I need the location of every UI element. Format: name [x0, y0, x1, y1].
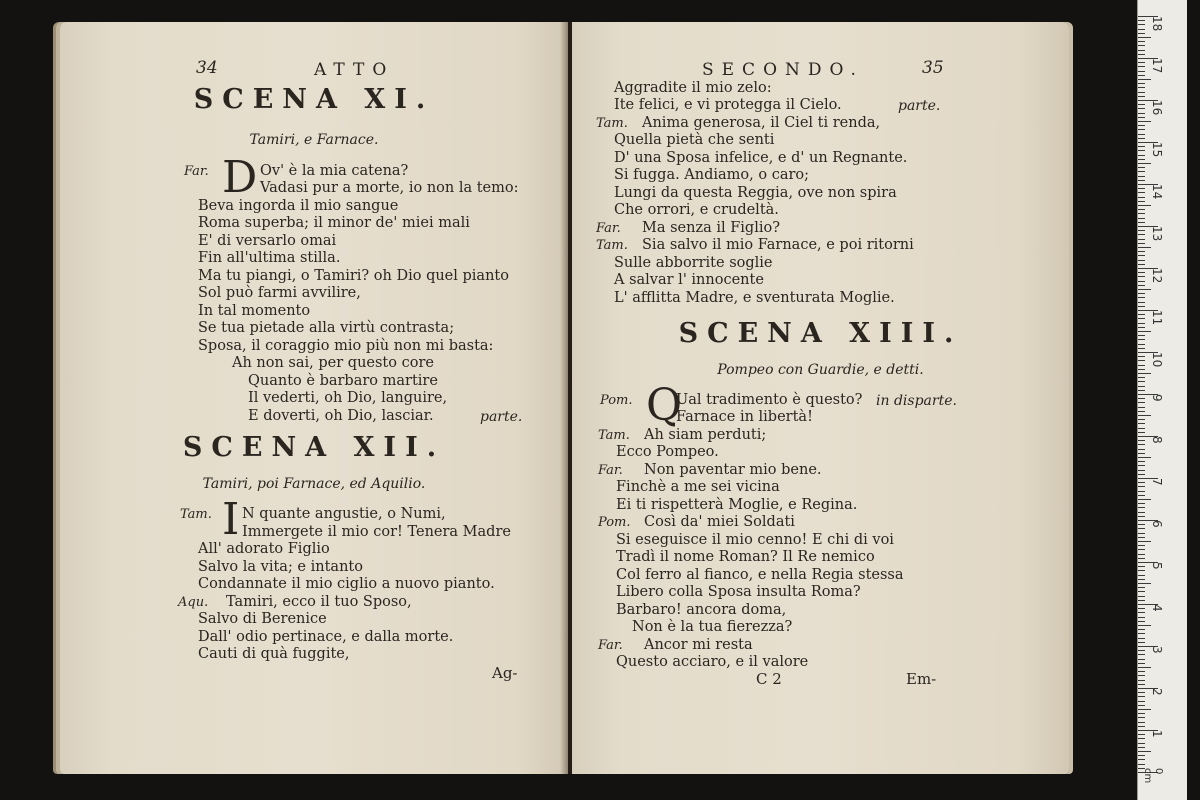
ruler-tick	[1138, 591, 1145, 592]
ruler-tick	[1138, 512, 1145, 513]
ruler-tick	[1138, 75, 1145, 76]
left-page	[60, 22, 568, 774]
ruler-tick	[1138, 675, 1145, 676]
scene-title: SCENA XIII.	[678, 318, 963, 349]
ruler-tick	[1138, 29, 1145, 30]
ruler-tick	[1138, 92, 1145, 93]
ruler-tick	[1138, 83, 1145, 84]
ruler-tick	[1138, 570, 1145, 571]
ruler-tick	[1138, 407, 1145, 408]
speaker-label: Tam.	[598, 428, 630, 443]
ruler-tick	[1138, 180, 1145, 181]
ruler-tick	[1138, 423, 1145, 424]
ruler-tick	[1138, 377, 1145, 378]
verse-line: Sol può farmi avvilire,	[198, 285, 361, 301]
ruler-tick	[1138, 722, 1145, 723]
verse-line: Ei ti rispetterà Moglie, e Regina.	[616, 497, 858, 513]
ruler-tick	[1138, 272, 1145, 273]
ruler-tick	[1138, 537, 1145, 538]
ruler-tick	[1138, 171, 1145, 172]
verse-line: Fin all'ultima stilla.	[198, 250, 341, 266]
ruler-tick	[1138, 465, 1145, 466]
ruler-tick	[1138, 302, 1145, 303]
verse-line: Sulle abborrite soglie	[614, 255, 773, 271]
verse-line: A salvar l' innocente	[614, 272, 764, 288]
ruler-tick	[1138, 696, 1145, 697]
verse-line: Lungi da questa Reggia, ove non spira	[614, 185, 897, 201]
verse-line: Sposa, il coraggio mio più non mi basta:	[198, 338, 494, 354]
speaker-label: Aqu.	[178, 595, 209, 610]
ruler-tick	[1138, 738, 1145, 739]
verse-line: Ancor mi resta	[644, 637, 753, 653]
ruler-tick	[1138, 507, 1145, 508]
ruler-mark: 9	[1150, 394, 1164, 402]
verse-line: Ecco Pompeo.	[616, 444, 719, 460]
ruler-tick	[1138, 743, 1145, 744]
ruler-tick	[1138, 717, 1145, 718]
verse-line: Salvo la vita; e intanto	[198, 559, 363, 575]
page-number: 34	[196, 58, 218, 78]
ruler-tick	[1138, 289, 1151, 290]
verse-line: Non paventar mio bene.	[644, 462, 822, 478]
ruler-mark: 1	[1150, 730, 1164, 738]
ruler-tick	[1138, 281, 1145, 282]
ruler-tick	[1138, 113, 1145, 114]
ruler-tick	[1138, 596, 1145, 597]
ruler-tick	[1138, 247, 1151, 248]
verse-line: Ma senza il Figlio?	[642, 220, 780, 236]
verse-line: Ite felici, e vi protegga il Cielo.	[614, 97, 842, 113]
ruler-tick	[1138, 545, 1145, 546]
ruler-tick	[1138, 390, 1145, 391]
ruler-tick	[1138, 747, 1145, 748]
ruler-tick	[1138, 318, 1145, 319]
ruler-mark: 8	[1150, 436, 1164, 444]
ruler-tick	[1138, 159, 1145, 160]
ruler-tick	[1138, 398, 1145, 399]
verse-line: Ual tradimento è questo?	[676, 392, 863, 408]
ruler-unit-label: 0 cm	[1142, 768, 1164, 784]
ruler-tick	[1138, 726, 1145, 727]
ruler-tick	[1138, 365, 1145, 366]
verse-line: N quante angustie, o Numi,	[242, 506, 446, 522]
speaker-label: Tam.	[596, 238, 628, 253]
ruler-tick	[1138, 558, 1145, 559]
ruler-tick	[1138, 306, 1145, 307]
ruler-tick	[1138, 709, 1151, 710]
ruler-tick	[1138, 66, 1145, 67]
catchword: Em-	[906, 670, 937, 688]
verse-line: Tradì il nome Roman? Il Re nemico	[616, 549, 875, 565]
ruler-tick	[1138, 167, 1145, 168]
ruler-tick	[1138, 386, 1145, 387]
ruler-mark: 13	[1150, 226, 1164, 242]
ruler-tick	[1138, 50, 1145, 51]
verse-line: Dall' odio pertinace, e dalla morte.	[198, 629, 454, 645]
ruler-tick	[1138, 625, 1151, 626]
ruler-tick	[1138, 495, 1145, 496]
ruler-tick	[1138, 671, 1145, 672]
verse-line: In tal momento	[198, 303, 311, 319]
verse-line: Sia salvo il mio Farnace, e poi ritorni	[642, 237, 914, 253]
verse-line: Anima generosa, il Ciel ti renda,	[642, 115, 881, 131]
speaker-label: Pom.	[600, 393, 633, 408]
ruler-tick	[1138, 499, 1151, 500]
ruler-tick	[1138, 566, 1145, 567]
ruler-tick	[1138, 297, 1145, 298]
ruler-tick	[1138, 659, 1145, 660]
speaker-label: Pom.	[598, 515, 631, 530]
ruler-tick	[1138, 432, 1145, 433]
running-head: ATTO	[314, 60, 395, 80]
aria-line: Ah non sai, per questo core	[232, 355, 434, 371]
ruler-tick	[1138, 264, 1145, 265]
ruler-tick	[1138, 575, 1145, 576]
ruler-mark: 12	[1150, 268, 1164, 284]
verse-line: Beva ingorda il mio sangue	[198, 198, 399, 214]
ruler-tick	[1138, 323, 1145, 324]
verse-line: Farnace in libertà!	[676, 409, 813, 425]
ruler-tick	[1138, 62, 1145, 63]
aria-line: E doverti, oh Dio, lasciar.	[248, 408, 434, 424]
scene-title: SCENA XII.	[182, 432, 446, 463]
ruler-tick	[1138, 428, 1145, 429]
ruler-tick	[1138, 667, 1151, 668]
ruler-tick	[1138, 79, 1151, 80]
ruler-tick	[1138, 759, 1145, 760]
speaker-label: Far.	[184, 164, 209, 179]
ruler-tick	[1138, 150, 1145, 151]
speaker-label: Tam.	[180, 507, 212, 522]
ruler-tick	[1138, 331, 1151, 332]
ruler-tick	[1138, 134, 1145, 135]
ruler-tick	[1138, 121, 1151, 122]
ruler-mark: 4	[1150, 604, 1164, 612]
ruler-tick	[1138, 764, 1145, 765]
ruler-tick	[1138, 482, 1145, 483]
ruler-tick	[1138, 457, 1151, 458]
ruler-tick	[1138, 583, 1151, 584]
ruler-tick	[1138, 251, 1145, 252]
ruler-tick	[1138, 491, 1145, 492]
ruler-tick	[1138, 71, 1145, 72]
verse-line: Quella pietà che senti	[614, 132, 775, 148]
aria-line: Il vederti, oh Dio, languire,	[248, 390, 448, 406]
ruler-tick	[1138, 621, 1145, 622]
ruler-tick	[1138, 192, 1145, 193]
ruler-mark: 15	[1150, 142, 1164, 158]
ruler-tick	[1138, 633, 1145, 634]
aria-line: Quanto è barbaro martire	[248, 373, 438, 389]
verse-line: Non è la tua fierezza?	[632, 619, 793, 635]
ruler-tick	[1138, 37, 1151, 38]
verse-line: Barbaro! ancora doma,	[616, 602, 787, 618]
ruler-tick	[1138, 411, 1145, 412]
ruler-tick	[1138, 579, 1145, 580]
ruler-tick	[1138, 205, 1151, 206]
ruler-tick	[1138, 45, 1145, 46]
ruler-tick	[1138, 24, 1145, 25]
stage-direction: parte.	[898, 98, 941, 114]
verse-line: E' di versarlo omai	[198, 233, 337, 249]
ruler-mark: 11	[1150, 310, 1164, 326]
ruler-tick	[1138, 260, 1145, 261]
ruler-tick	[1138, 612, 1145, 613]
verse-line: Tamiri, ecco il tuo Sposo,	[226, 594, 412, 610]
ruler-tick	[1138, 608, 1145, 609]
ruler-mark: 2	[1150, 688, 1164, 696]
ruler-tick	[1138, 344, 1145, 345]
ruler-tick	[1138, 117, 1145, 118]
verse-line: Questo acciaro, e il valore	[616, 654, 809, 670]
verse-line: Ah siam perduti;	[644, 427, 767, 443]
ruler-tick	[1138, 369, 1145, 370]
ruler-tick	[1138, 713, 1145, 714]
ruler-tick	[1138, 335, 1145, 336]
ruler-tick	[1138, 402, 1145, 403]
ruler-tick	[1138, 440, 1145, 441]
ruler-mark: 6	[1150, 520, 1164, 528]
ruler-tick	[1138, 600, 1145, 601]
ruler-tick	[1138, 108, 1145, 109]
verse-line: Aggradite il mio zelo:	[614, 80, 772, 96]
scene-characters: Pompeo con Guardie, e detti.	[717, 362, 924, 378]
signature-mark: C 2	[756, 670, 782, 688]
catchword: Ag-	[492, 664, 518, 682]
ruler-tick	[1138, 339, 1145, 340]
ruler-tick	[1138, 629, 1145, 630]
verse-line: Roma superba; il minor de' miei mali	[198, 215, 470, 231]
verse-line: D' una Sposa infelice, e d' un Regnante.	[614, 150, 908, 166]
ruler-mark: 14	[1150, 184, 1164, 200]
ruler-tick	[1138, 188, 1145, 189]
ruler-tick	[1138, 255, 1145, 256]
ruler-tick	[1138, 503, 1145, 504]
ruler-tick	[1138, 234, 1145, 235]
ruler-tick	[1138, 293, 1145, 294]
ruler-tick	[1138, 554, 1145, 555]
verse-line: Che orrori, e crudeltà.	[614, 202, 779, 218]
ruler-tick	[1138, 701, 1145, 702]
drop-cap: I	[222, 494, 240, 545]
speaker-label: Far.	[598, 638, 623, 653]
stage-direction: in disparte.	[876, 393, 957, 409]
ruler-tick	[1138, 243, 1145, 244]
verse-line: Così da' miei Soldati	[644, 514, 795, 530]
ruler-tick	[1138, 356, 1145, 357]
ruler-tick	[1138, 755, 1145, 756]
ruler-tick	[1138, 461, 1145, 462]
ruler-tick	[1138, 138, 1145, 139]
ruler-tick	[1138, 222, 1145, 223]
scene-characters: Tamiri, poi Farnace, ed Aquilio.	[202, 476, 426, 492]
ruler-tick	[1138, 486, 1145, 487]
speaker-label: Far.	[596, 221, 621, 236]
ruler-tick	[1138, 213, 1145, 214]
ruler-tick	[1138, 230, 1145, 231]
drop-cap: Q	[646, 380, 683, 431]
ruler-tick	[1138, 146, 1145, 147]
ruler-tick	[1138, 516, 1145, 517]
ruler-tick	[1138, 327, 1145, 328]
ruler-tick	[1138, 54, 1145, 55]
verse-line: Finchè a me sei vicina	[616, 479, 780, 495]
ruler-tick	[1138, 209, 1145, 210]
ruler-tick	[1138, 415, 1151, 416]
ruler-tick	[1138, 663, 1145, 664]
verse-line: Libero colla Sposa insulta Roma?	[616, 584, 861, 600]
ruler-tick	[1138, 734, 1145, 735]
ruler-tick	[1138, 41, 1145, 42]
ruler-tick	[1138, 176, 1145, 177]
drop-cap: D	[222, 152, 258, 203]
stage-direction: parte.	[480, 409, 523, 425]
ruler-tick	[1138, 96, 1145, 97]
ruler-tick	[1138, 587, 1145, 588]
ruler-mark: 18	[1150, 16, 1164, 32]
ruler-tick	[1138, 125, 1145, 126]
ruler-tick	[1138, 692, 1145, 693]
ruler-tick	[1138, 239, 1145, 240]
ruler-tick	[1138, 163, 1151, 164]
speaker-label: Tam.	[596, 116, 628, 131]
ruler-tick	[1138, 197, 1145, 198]
verse-line: Vadasi pur a morte, io non la temo:	[260, 180, 519, 196]
ruler-tick	[1138, 474, 1145, 475]
ruler-tick	[1138, 155, 1145, 156]
ruler-tick	[1138, 638, 1145, 639]
ruler-tick	[1138, 684, 1145, 685]
ruler-mark: 17	[1150, 58, 1164, 74]
ruler-tick	[1138, 419, 1145, 420]
ruler-tick	[1138, 533, 1145, 534]
verse-line: Ma tu piangi, o Tamiri? oh Dio quel pianto	[198, 268, 509, 284]
ruler-tick	[1138, 549, 1145, 550]
ruler-tick	[1138, 285, 1145, 286]
verse-line: Immergete il mio cor! Tenera Madre	[242, 524, 511, 540]
ruler-tick	[1138, 276, 1145, 277]
ruler-tick	[1138, 373, 1151, 374]
verse-line: Col ferro al fianco, e nella Regia stessa	[616, 567, 904, 583]
ruler-tick	[1138, 201, 1145, 202]
ruler-tick	[1138, 20, 1145, 21]
ruler-mark: 16	[1150, 100, 1164, 116]
ruler-mark: 3	[1150, 646, 1164, 654]
ruler-tick	[1138, 348, 1145, 349]
ruler-tick	[1138, 444, 1145, 445]
ruler-tick	[1138, 528, 1145, 529]
verse-line: All' adorato Figlio	[198, 541, 330, 557]
speaker-label: Far.	[598, 463, 623, 478]
ruler-tick	[1138, 617, 1145, 618]
ruler-mark: 7	[1150, 478, 1164, 486]
ruler-tick	[1138, 705, 1145, 706]
ruler-tick	[1138, 650, 1145, 651]
scene-characters: Tamiri, e Farnace.	[249, 132, 379, 148]
right-page	[572, 22, 1069, 774]
running-head: SECONDO.	[702, 60, 864, 80]
verse-line: Condannate il mio ciglio a nuovo pianto.	[198, 576, 495, 592]
verse-line: Si fugga. Andiamo, o caro;	[614, 167, 810, 183]
ruler-tick	[1138, 654, 1145, 655]
ruler-tick	[1138, 218, 1145, 219]
ruler-tick	[1138, 524, 1145, 525]
ruler-tick	[1138, 87, 1145, 88]
verse-line: Se tua pietade alla virtù contrasta;	[198, 320, 455, 336]
ruler-tick	[1138, 381, 1145, 382]
verse-line: L' afflitta Madre, e sventurata Moglie.	[614, 290, 895, 306]
ruler-tick	[1138, 360, 1145, 361]
scene-title: SCENA XI.	[193, 84, 435, 115]
ruler-mark: 5	[1150, 562, 1164, 570]
ruler-tick	[1138, 314, 1145, 315]
verse-line: Salvo di Berenice	[198, 611, 327, 627]
ruler-tick	[1138, 541, 1151, 542]
verse-line: Si eseguisce il mio cenno! E chi di voi	[616, 532, 894, 548]
verse-line: Cauti di quà fuggite,	[198, 646, 350, 662]
ruler-tick	[1138, 470, 1145, 471]
verse-line: Ov' è la mia catena?	[260, 163, 409, 179]
ruler-tick	[1138, 751, 1151, 752]
ruler-tick	[1138, 642, 1145, 643]
ruler-tick	[1138, 104, 1145, 105]
ruler-tick	[1138, 449, 1145, 450]
measuring-ruler	[1137, 0, 1187, 800]
ruler-tick	[1138, 453, 1145, 454]
ruler-tick	[1138, 129, 1145, 130]
page-number: 35	[922, 58, 944, 78]
ruler-tick	[1138, 33, 1145, 34]
ruler-tick	[1138, 680, 1145, 681]
ruler-mark: 10	[1150, 352, 1164, 368]
